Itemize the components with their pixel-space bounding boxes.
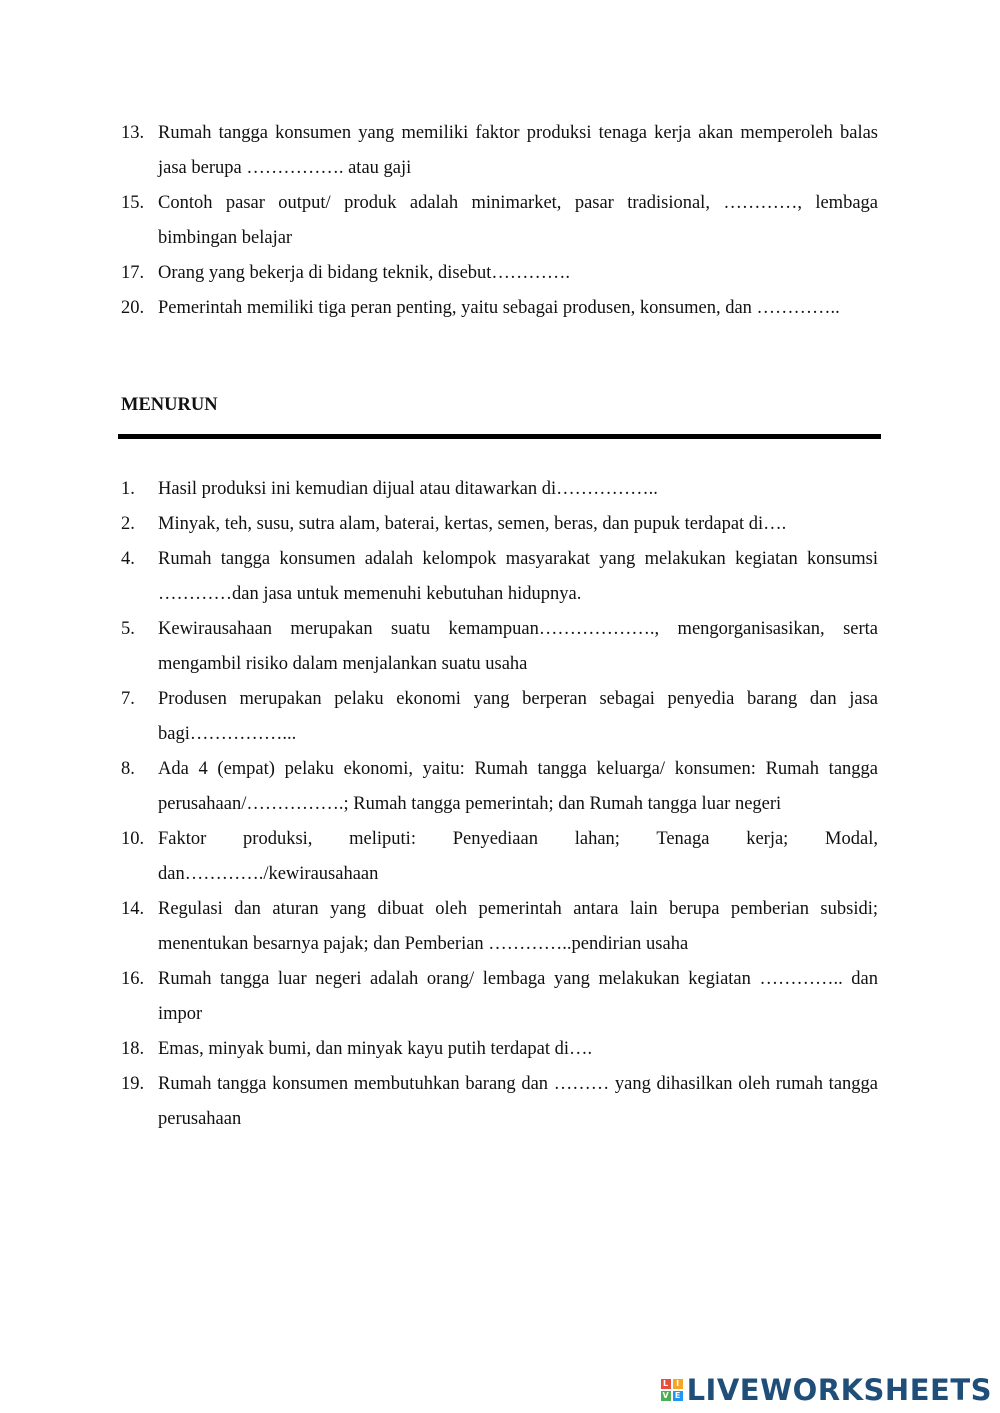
- clue-text: Emas, minyak bumi, dan minyak kayu putih terdapat di….: [158, 1039, 593, 1059]
- clue-text: Minyak, teh, susu, sutra alam, baterai, kertas, semen, beras, dan pupuk terdapat di….: [158, 514, 787, 534]
- section-heading-menurun: MENURUN: [121, 395, 218, 415]
- clue-text: Orang yang bekerja di bidang teknik, disebut………….: [158, 263, 571, 283]
- clue-item: [118, 612, 878, 682]
- clue-item: [118, 962, 878, 1032]
- clue-item: [118, 472, 878, 507]
- brand-name: LIVEWORKSHEETS: [686, 1373, 992, 1407]
- down-clue-list: [118, 472, 878, 1137]
- clue-number: 5.: [121, 619, 135, 639]
- clue-number: 15.: [121, 193, 145, 213]
- clue-item: [118, 256, 878, 291]
- clue-text: Produsen merupakan pelaku ekonomi yang berperan sebagai penyedia barang dan jasa bagi……………...: [158, 689, 878, 744]
- clue-text: Ada 4 (empat) pelaku ekonomi, yaitu: Rumah tangga keluarga/ konsumen: Rumah tangga perusahaan/…………….; Rumah tangga pemerintah; dan Rumah tangga luar negeri: [158, 759, 878, 814]
- liveworksheets-logo[interactable]: [661, 1373, 992, 1407]
- logo-block-l: L: [661, 1379, 671, 1389]
- clue-item: [118, 682, 878, 752]
- clue-number: 19.: [121, 1074, 145, 1094]
- clue-item: [118, 752, 878, 822]
- clue-number: 10.: [121, 829, 145, 849]
- clue-number: 18.: [121, 1039, 145, 1059]
- clue-text: Rumah tangga konsumen membutuhkan barang dan ……… yang dihasilkan oleh rumah tangga perusahaan: [158, 1074, 878, 1129]
- clue-number: 14.: [121, 899, 145, 919]
- clue-number: 4.: [121, 549, 135, 569]
- clue-number: 8.: [121, 759, 135, 779]
- clue-item: [118, 892, 878, 962]
- clue-text: Hasil produksi ini kemudian dijual atau ditawarkan di……………..: [158, 479, 658, 499]
- clue-number: 20.: [121, 298, 145, 318]
- clue-text: Kewirausahaan merupakan suatu kemampuan………………., mengorganisasikan, serta mengambil risiko dalam menjalankan suatu usaha: [158, 619, 878, 674]
- logo-blocks-icon: [661, 1379, 683, 1401]
- clue-text: Contoh pasar output/ produk adalah minimarket, pasar tradisional, …………, lembaga bimbingan belajar: [158, 193, 878, 248]
- clue-number: 1.: [121, 479, 135, 499]
- clue-item: [118, 1032, 878, 1067]
- logo-block-v: V: [662, 1391, 669, 1400]
- clue-text: Rumah tangga konsumen adalah kelompok masyarakat yang melakukan kegiatan konsumsi …………dan jasa untuk memenuhi kebutuhan hidupnya.: [158, 549, 878, 604]
- clue-item: [118, 822, 878, 892]
- clue-item: [118, 291, 878, 326]
- clue-number: 7.: [121, 689, 135, 709]
- clue-text: Regulasi dan aturan yang dibuat oleh pemerintah antara lain berupa pemberian subsidi; menentukan besarnya pajak; dan Pemberian …………..pendirian usaha: [158, 899, 878, 954]
- clue-number: 2.: [121, 514, 135, 534]
- clue-text: Rumah tangga konsumen yang memiliki faktor produksi tenaga kerja akan memperoleh balas jasa berupa ……………. atau gaji: [158, 123, 878, 178]
- clue-item: [118, 542, 878, 612]
- across-clue-list: [118, 116, 878, 326]
- clue-item: [118, 116, 878, 186]
- clue-number: 17.: [121, 263, 145, 283]
- clue-text: Pemerintah memiliki tiga peran penting, yaitu sebagai produsen, konsumen, dan …………..: [158, 298, 840, 318]
- clue-number: 16.: [121, 969, 145, 989]
- logo-block-i: I: [673, 1379, 683, 1389]
- clue-item: [118, 186, 878, 256]
- logo-block-e: E: [673, 1391, 683, 1401]
- clue-number: 13.: [121, 123, 145, 143]
- section-divider: [118, 434, 881, 439]
- clue-text: Faktor produksi, meliputi: Penyediaan lahan; Tenaga kerja; Modal, dan…………./kewirausahaan: [158, 829, 878, 884]
- clue-item: [118, 507, 878, 542]
- clue-text: Rumah tangga luar negeri adalah orang/ lembaga yang melakukan kegiatan ………….. dan impor: [158, 969, 878, 1024]
- clue-item: [118, 1067, 878, 1137]
